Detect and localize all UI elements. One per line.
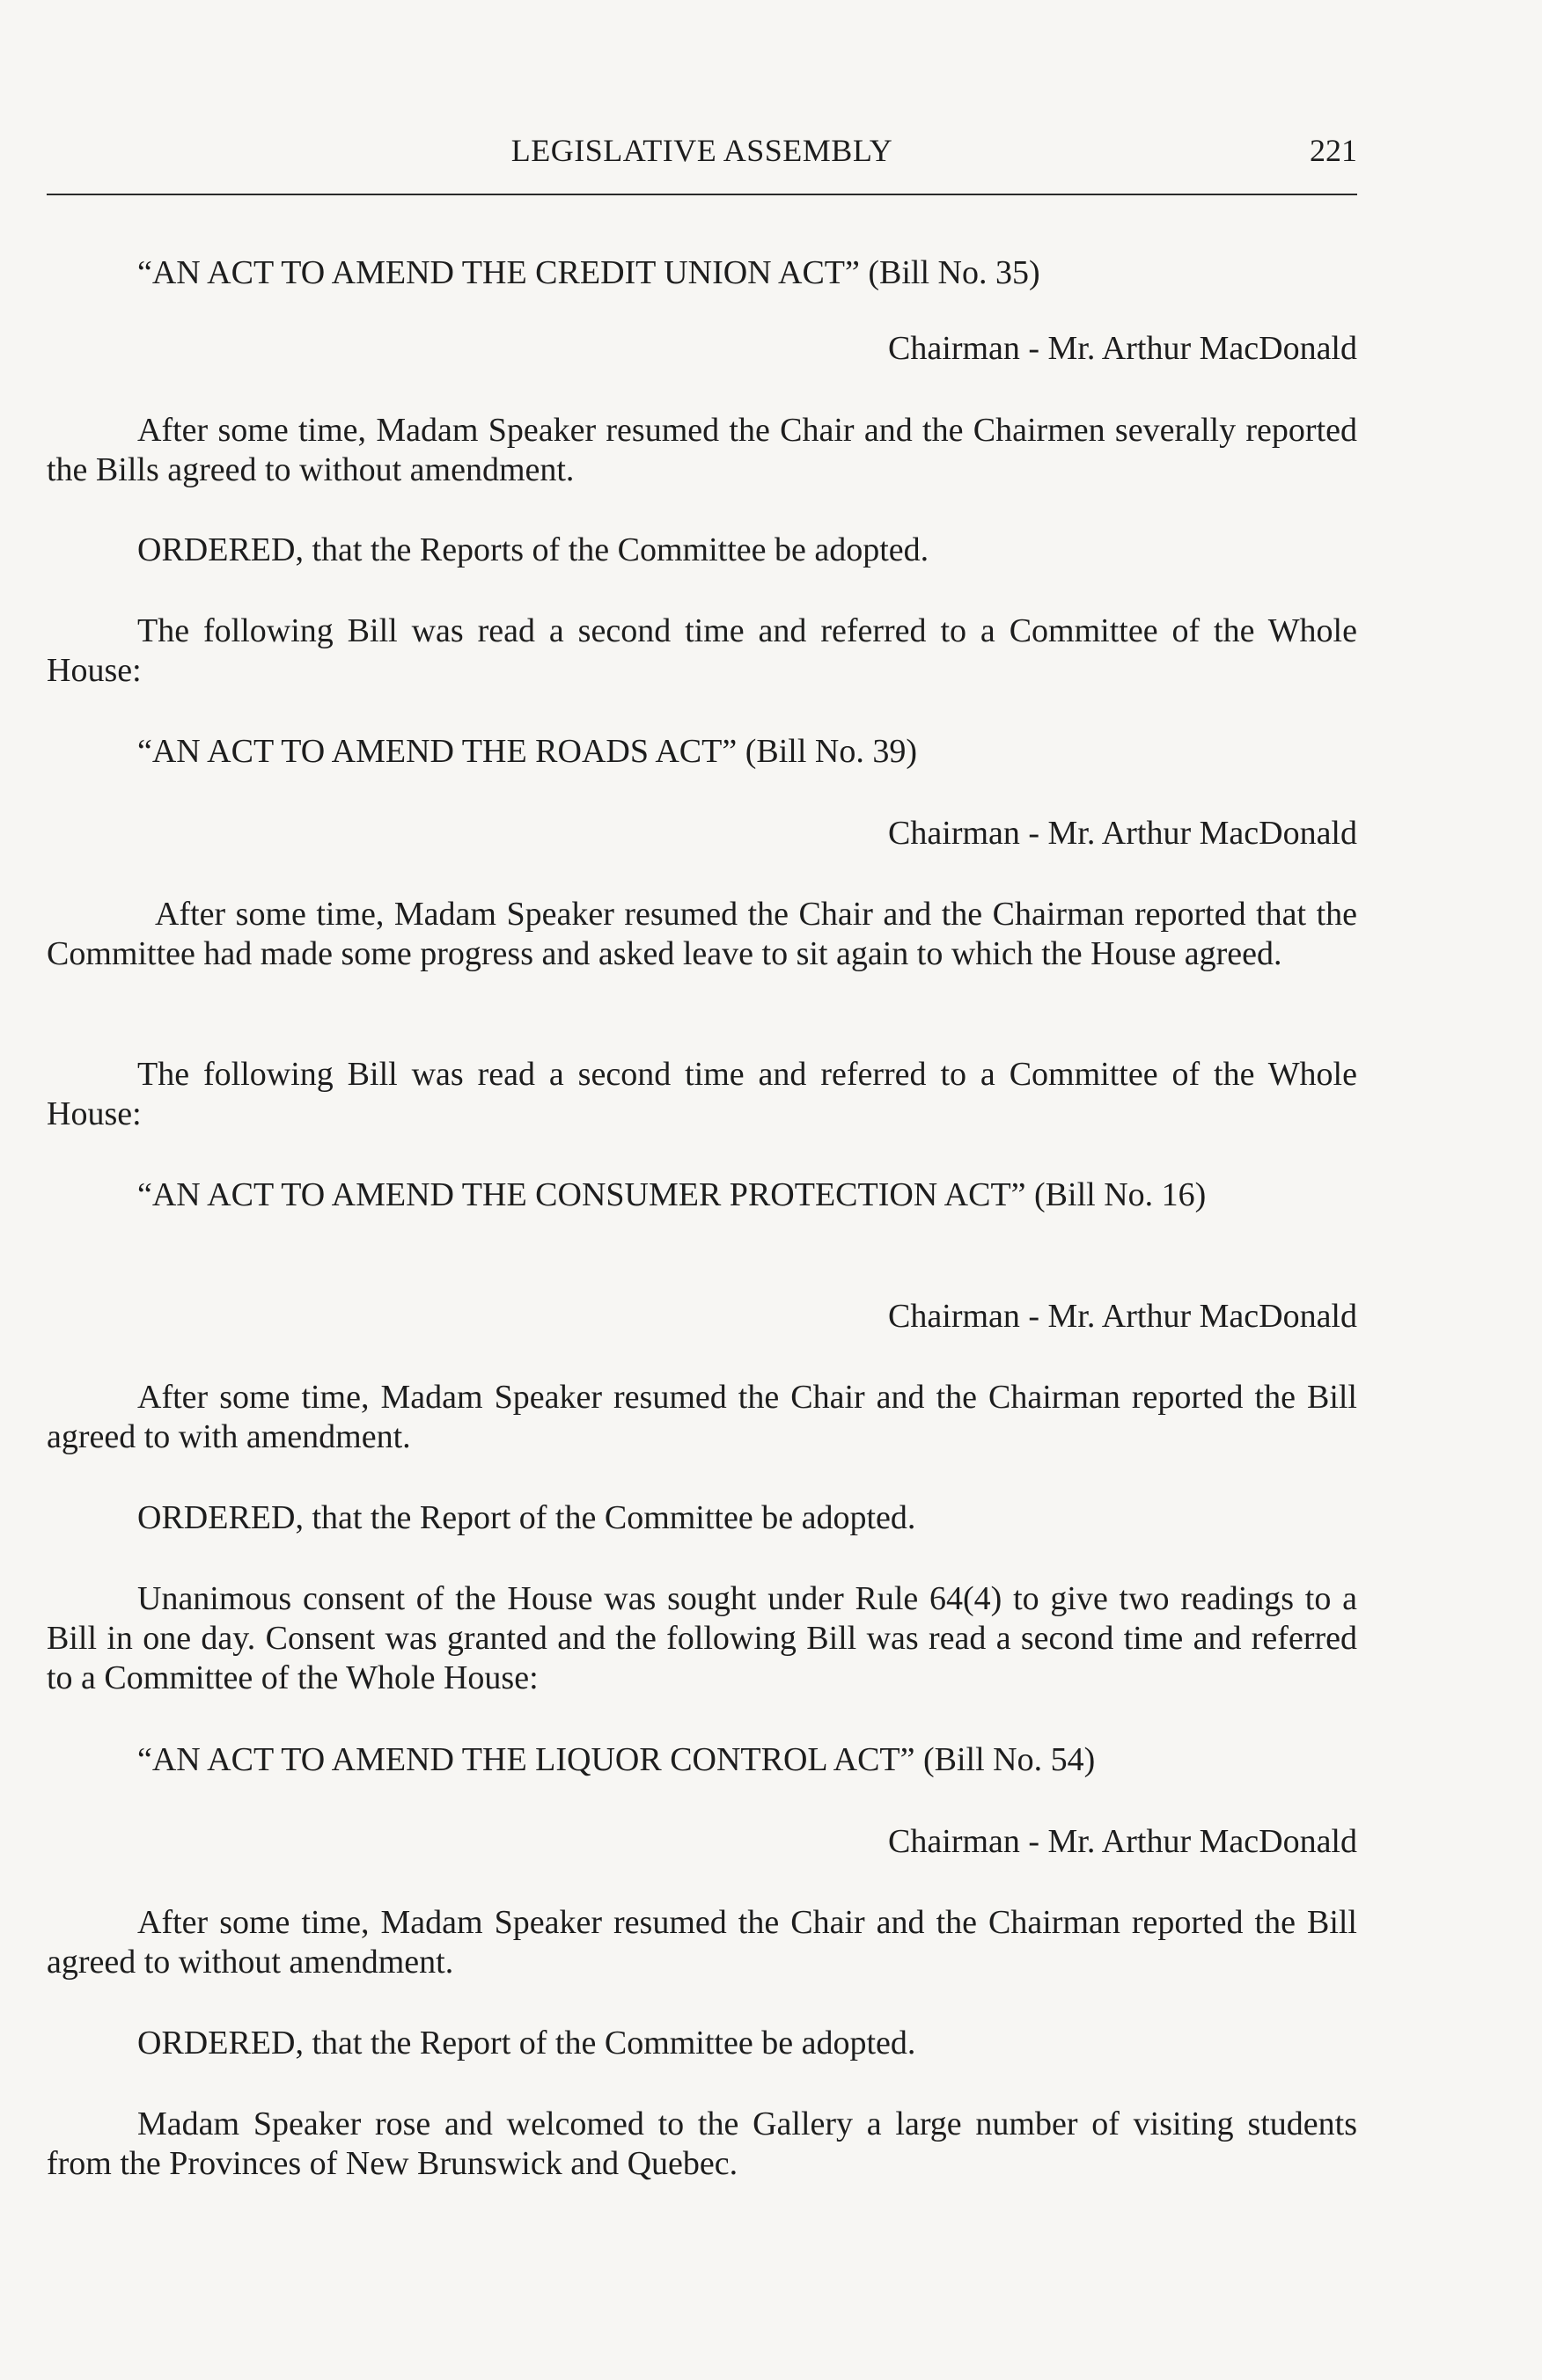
running-header — [47, 128, 1357, 172]
page-number: 221 — [1310, 133, 1357, 168]
paragraph: After some time, Madam Speaker resumed the Chair and the Chairman reported the Bill agreed to with amendment. — [47, 1379, 1357, 1455]
bill-title: “AN ACT TO AMEND THE CREDIT UNION ACT” (Bill No. 35) — [137, 254, 1040, 291]
paragraph: ORDERED, that the Report of the Committee be adopted. — [137, 2025, 916, 2061]
chairman-line: Chairman - Mr. Arthur MacDonald — [888, 330, 1357, 367]
paragraph: After some time, Madam Speaker resumed the Chair and the Chairmen severally reported the Bills agreed to without amendment. — [47, 412, 1357, 488]
header-rule — [47, 194, 1357, 195]
paragraph: Madam Speaker rose and welcomed to the Gallery a large number of visiting students from the Provinces of New Brunswick and Quebec. — [47, 2105, 1357, 2182]
paragraph: The following Bill was read a second time and referred to a Committee of the Whole House: — [47, 1056, 1357, 1132]
chairman-line: Chairman - Mr. Arthur MacDonald — [888, 1298, 1357, 1335]
chairman-line: Chairman - Mr. Arthur MacDonald — [888, 815, 1357, 852]
header-title: LEGISLATIVE ASSEMBLY — [510, 133, 893, 168]
bill-title: “AN ACT TO AMEND THE LIQUOR CONTROL ACT” (Bill No. 54) — [137, 1741, 1096, 1778]
bill-title: “AN ACT TO AMEND THE ROADS ACT” (Bill No. 39) — [137, 733, 918, 770]
paragraph: ORDERED, that the Report of the Committee be adopted. — [137, 1499, 916, 1536]
paragraph: Unanimous consent of the House was sought under Rule 64(4) to give two readings to a Bill in one day. Consent was granted and the following Bill was read a second time and referred to a Committee of the Whole House: — [47, 1580, 1357, 1696]
paragraph: After some time, Madam Speaker resumed the Chair and the Chairman reported that the Committee had made some progress and asked leave to sit again to which the House agreed. — [47, 896, 1357, 972]
bill-title: “AN ACT TO AMEND THE CONSUMER PROTECTION ACT” (Bill No. 16) — [137, 1176, 1207, 1213]
paragraph: ORDERED, that the Reports of the Committee be adopted. — [137, 531, 929, 568]
chairman-line: Chairman - Mr. Arthur MacDonald — [888, 1823, 1357, 1860]
paragraph: The following Bill was read a second time and referred to a Committee of the Whole House: — [47, 612, 1357, 689]
paragraph: After some time, Madam Speaker resumed the Chair and the Chairman reported the Bill agreed to without amendment. — [47, 1904, 1357, 1981]
